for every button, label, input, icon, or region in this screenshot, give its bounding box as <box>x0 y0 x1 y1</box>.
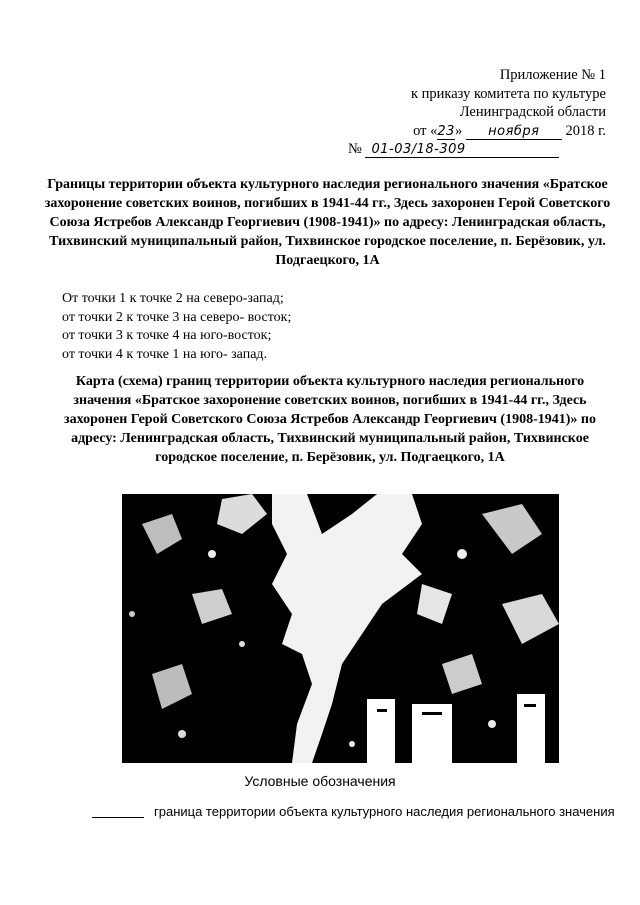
date-line <box>346 122 606 141</box>
date-year: 2018 г. <box>565 122 606 139</box>
order-line: к приказу комитета по культуре <box>410 85 606 102</box>
document-header <box>346 66 606 159</box>
date-day: 23 <box>437 123 455 139</box>
point-description: от точки 4 к точке 1 на юго- запад. <box>62 346 268 362</box>
point-description: от точки 3 к точке 4 на юго-восток; <box>62 328 272 343</box>
boundary-title: Границы территории объекта культурного наследия регионального значения «Братское захоронение советских воинов, погибших в 1941-44 гг., Здесь захоронен Герой Советского Союза Ястребов Александр Георгиевич (1908-1941)» по адресу: Ленинградская область, Тихвинский муниципальный район, Тихвинское городское поселение, п. Берёзовик, ул. Подгаецкого, 1А <box>44 177 611 268</box>
boundary-line-symbol <box>92 817 144 818</box>
number-value: 01-03/18-309 <box>365 142 559 158</box>
map-title: Карта (схема) границ территории объекта культурного наследия регионального значения «Братское захоронение советских воинов, погибших в 1941-44 гг., Здесь захоронен Герой Советского Союза Ястребов Александр Георгиевич (1908-1941)» по адресу: Ленинградская область, Тихвинский муниципальный район, Тихвинское городское поселение, п. Берёзовик, ул. Подгаецкого, 1А <box>64 374 596 465</box>
date-month: ноября <box>466 124 562 140</box>
date-prefix: от « <box>413 122 438 139</box>
legend-item <box>92 804 615 819</box>
legend-title: Условные обозначения <box>244 773 396 789</box>
boundary-points-list <box>62 290 291 364</box>
appendix-label: Приложение № 1 <box>499 67 606 83</box>
point-description: от точки 2 к точке 3 на северо- восток; <box>62 309 292 325</box>
number-prefix: № <box>348 141 362 157</box>
region-line: Ленинградской области <box>459 104 606 120</box>
map-aerial-photo <box>122 494 559 763</box>
date-sep: » <box>454 122 463 139</box>
point-description: От точки 1 к точке 2 на северо-запад; <box>62 291 284 306</box>
legend-item-label: граница территории объекта культурного наследия регионального значения <box>154 804 615 819</box>
number-line <box>218 140 608 159</box>
map-scheme-image <box>122 494 559 763</box>
